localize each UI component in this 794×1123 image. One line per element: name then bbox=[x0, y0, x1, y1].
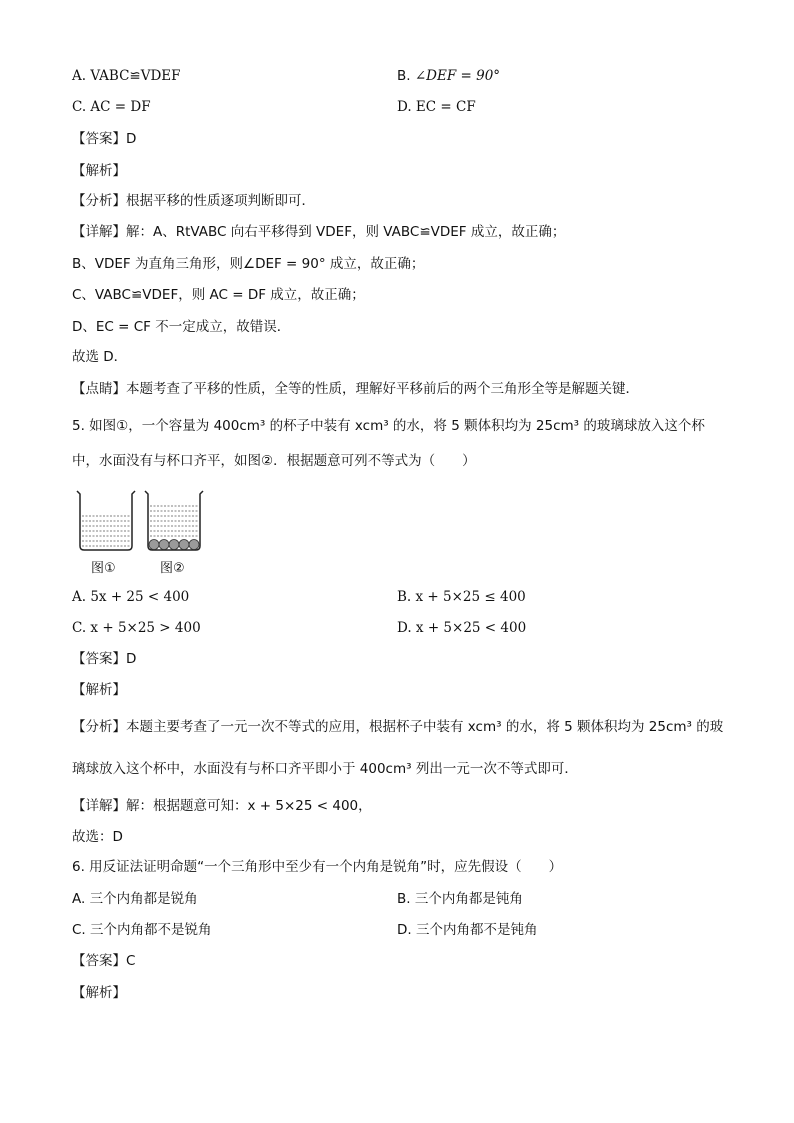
q4-option-b bbox=[397, 67, 500, 85]
q4-detail-2: B、VDEF 为直角三角形，则∠DEF = 90° 成立，故正确； bbox=[72, 256, 425, 272]
q6-option-c: C. 三个内角都不是锐角 bbox=[72, 922, 212, 938]
q4-analysis-heading: 【解析】 bbox=[72, 163, 126, 179]
q4-analysis-fenxi: 【分析】根据平移的性质逐项判断即可． bbox=[72, 193, 315, 209]
q4-conclusion: 故选 D． bbox=[72, 349, 128, 365]
q4-option-b-math: ∠DEF = 90° bbox=[414, 68, 501, 84]
q5-detail: 【详解】解：根据题意可知：x + 5×25 < 400， bbox=[72, 798, 372, 814]
q5-conclusion: 故选：D bbox=[72, 829, 123, 845]
q4-detail-1: 【详解】解：A、RtVABC 向右平移得到 VDEF，则 VABC≌VDEF 成立，故正确； bbox=[72, 224, 566, 240]
q5-figure-1-caption: 图① bbox=[91, 561, 116, 576]
q6-option-a: A. 三个内角都是锐角 bbox=[72, 891, 198, 907]
q4-option-b-label: B. bbox=[397, 68, 411, 84]
q5-option-c: C. x + 5×25 > 400 bbox=[72, 620, 201, 636]
q5-analysis-fenxi-1: 【分析】本题主要考查了一元一次不等式的应用，根据杯子中装有 xcm³ 的水，将 5 颗体积均为 25cm³ 的玻 bbox=[72, 719, 724, 735]
q4-detail-3: C、VABC≌VDEF，则 AC = DF 成立，故正确； bbox=[72, 287, 365, 303]
q4-detail-4: D、EC = CF 不一定成立，故错误． bbox=[72, 319, 291, 335]
q4-option-c: C. AC = DF bbox=[72, 99, 151, 115]
q5-option-d: D. x + 5×25 < 400 bbox=[397, 620, 527, 636]
beaker-1-figure bbox=[77, 491, 135, 550]
q5-option-b: B. x + 5×25 ≤ 400 bbox=[397, 589, 526, 605]
q6-answer: 【答案】C bbox=[72, 953, 136, 969]
q6-option-b: B. 三个内角都是钝角 bbox=[397, 891, 523, 907]
q6-stem: 6. 用反证法证明命题“一个三角形中至少有一个内角是锐角”时，应先假设（ ） bbox=[72, 859, 563, 875]
q5-answer: 【答案】D bbox=[72, 651, 137, 667]
q5-figure-2-caption: 图② bbox=[160, 561, 185, 576]
q6-analysis-heading: 【解析】 bbox=[72, 985, 126, 1001]
q5-stem-line-1: 5. 如图①，一个容量为 400cm³ 的杯子中装有 xcm³ 的水，将 5 颗体积均为 25cm³ 的玻璃球放入这个杯 bbox=[72, 418, 705, 434]
q5-stem-line-2: 中，水面没有与杯口齐平，如图②．根据题意可列不等式为（ ） bbox=[72, 453, 476, 469]
q4-answer: 【答案】D bbox=[72, 131, 137, 147]
q5-analysis-fenxi-2: 璃球放入这个杯中，水面没有与杯口齐平即小于 400cm³ 列出一元一次不等式即可． bbox=[72, 761, 578, 777]
q5-analysis-heading: 【解析】 bbox=[72, 682, 126, 698]
q4-remark: 【点睛】本题考查了平移的性质，全等的性质，理解好平移前后的两个三角形全等是解题关键． bbox=[72, 381, 639, 397]
q4-option-a: A. VABC≌VDEF bbox=[72, 68, 181, 84]
q6-option-d: D. 三个内角都不是钝角 bbox=[397, 922, 538, 938]
q4-option-d: D. EC = CF bbox=[397, 99, 476, 115]
beaker-2-figure bbox=[145, 491, 203, 550]
q5-option-a: A. 5x + 25 < 400 bbox=[72, 589, 190, 605]
